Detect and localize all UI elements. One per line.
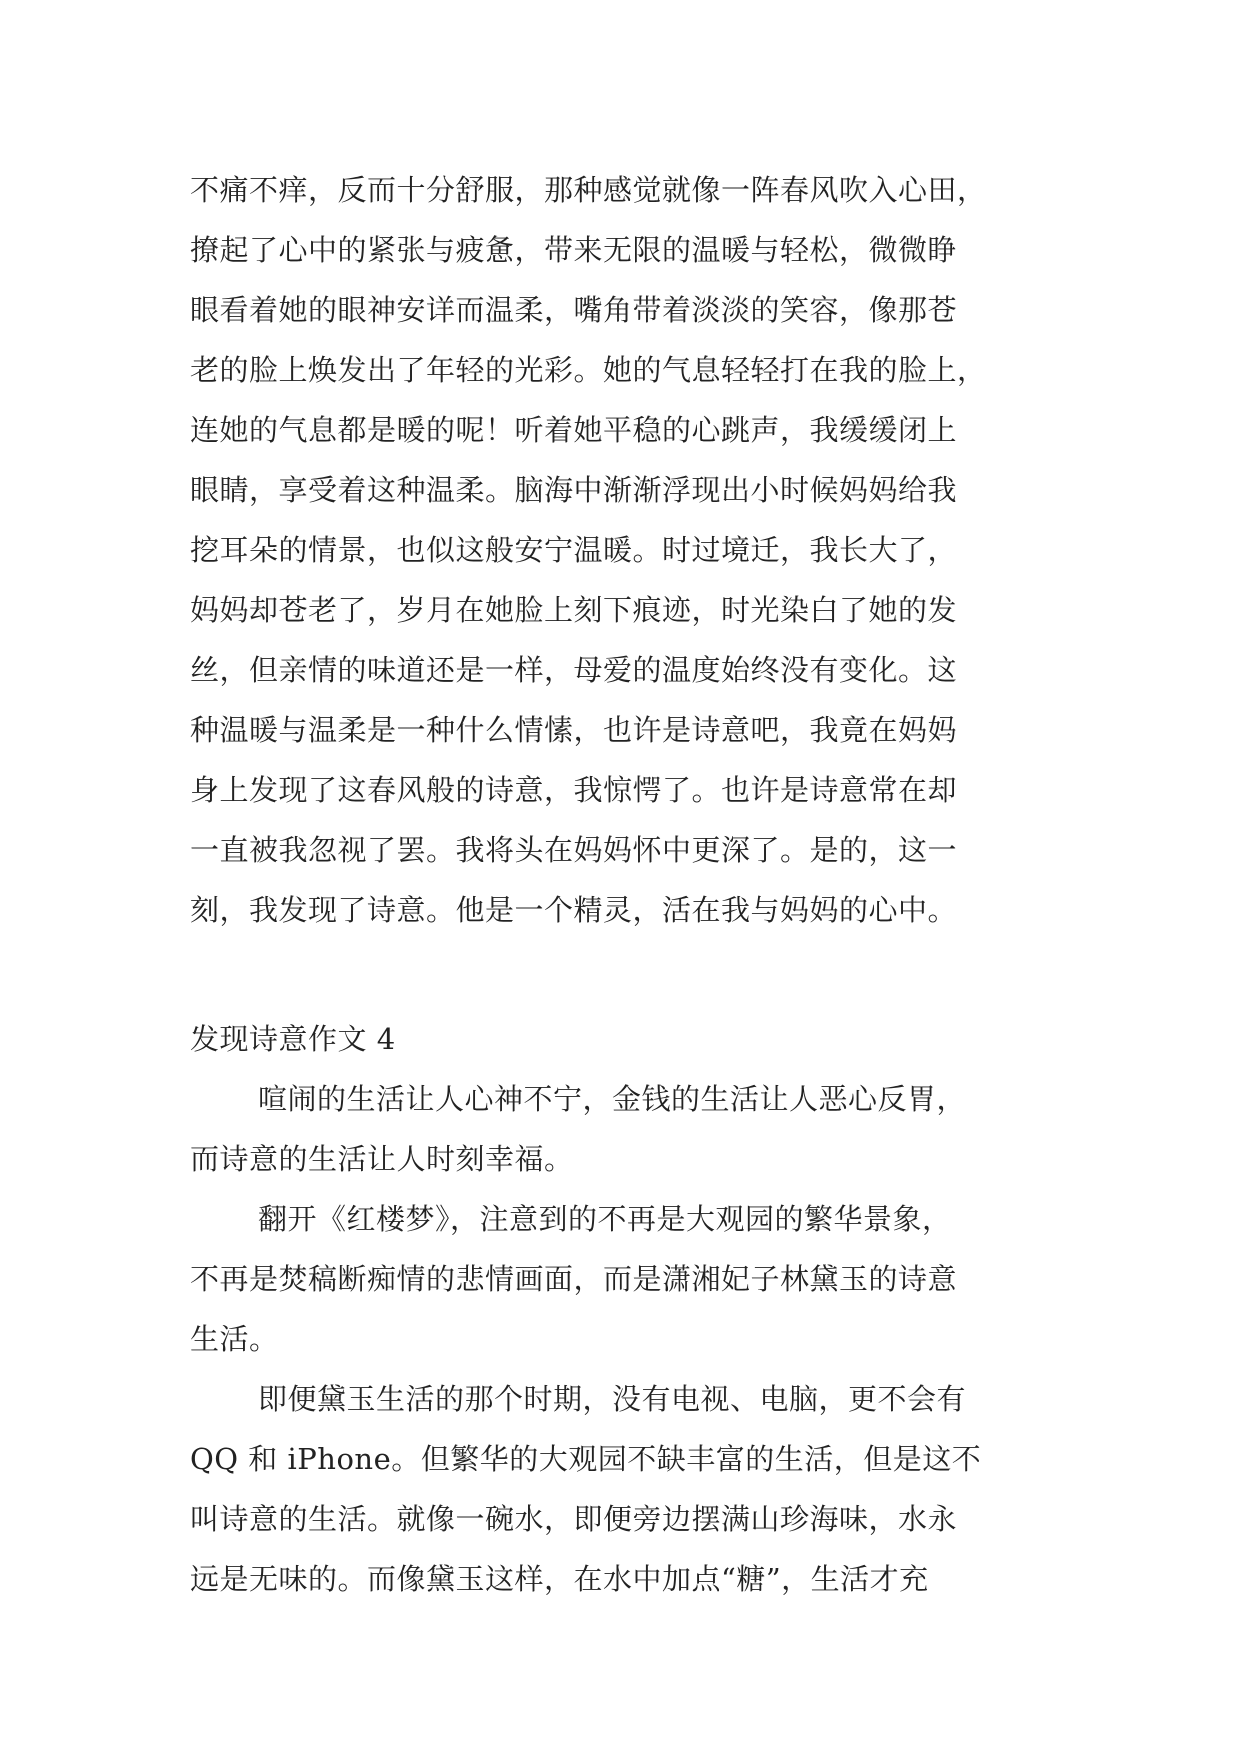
section-gap bbox=[190, 940, 1060, 1009]
section-4 bbox=[190, 1009, 1060, 1609]
paragraph-line: 刻，我发现了诗意。他是一个精灵，活在我与妈妈的心中。 bbox=[190, 893, 958, 927]
paragraph-line: 老的脸上焕发出了年轻的光彩。她的气息轻轻打在我的脸上， bbox=[190, 353, 987, 387]
paragraph-line: 叫诗意的生活。就像一碗水，即便旁边摆满山珍海味，水永 bbox=[190, 1502, 958, 1536]
paragraph-line: 身上发现了这春风般的诗意，我惊愕了。也许是诗意常在却 bbox=[190, 773, 958, 807]
paragraph-line: 丝，但亲情的味道还是一样，母爱的温度始终没有变化。这 bbox=[190, 653, 958, 687]
paragraph-line: 不痛不痒，反而十分舒服，那种感觉就像一阵春风吹入心田， bbox=[190, 173, 987, 207]
paragraph-line: 撩起了心中的紧张与疲惫，带来无限的温暖与轻松，微微睁 bbox=[190, 233, 958, 267]
paragraph-line: 一直被我忽视了罢。我将头在妈妈怀中更深了。是的，这一 bbox=[190, 833, 958, 867]
section-heading: 发现诗意作文 4 bbox=[190, 1022, 396, 1056]
paragraph-line: 生活。 bbox=[190, 1322, 279, 1356]
paragraph-line: 不再是焚稿断痴情的悲情画面，而是潇湘妃子林黛玉的诗意 bbox=[190, 1262, 958, 1296]
paragraph-line: 种温暖与温柔是一种什么情愫，也许是诗意吧，我竟在妈妈 bbox=[190, 713, 958, 747]
paragraph-line: QQ 和 iPhone。但繁华的大观园不缺丰富的生活，但是这不 bbox=[190, 1442, 982, 1476]
paragraph-line: 连她的气息都是暖的呢！听着她平稳的心跳声，我缓缓闭上 bbox=[190, 413, 958, 447]
paragraph-line: 挖耳朵的情景，也似这般安宁温暖。时过境迁，我长大了， bbox=[190, 533, 958, 567]
paragraph-line: 翻开《红楼梦》，注意到的不再是大观园的繁华景象， bbox=[258, 1202, 952, 1236]
paragraph-line: 而诗意的生活让人时刻幸福。 bbox=[190, 1142, 574, 1176]
section-3-continuation bbox=[190, 160, 1060, 940]
paragraph-line: 即便黛玉生活的那个时期，没有电视、电脑，更不会有 bbox=[258, 1382, 967, 1416]
paragraph-line: 眼睛，享受着这种温柔。脑海中渐渐浮现出小时候妈妈给我 bbox=[190, 473, 958, 507]
paragraph-line: 眼看着她的眼神安详而温柔，嘴角带着淡淡的笑容，像那苍 bbox=[190, 293, 958, 327]
paragraph-line: 喧闹的生活让人心神不宁，金钱的生活让人恶心反胃， bbox=[258, 1082, 967, 1116]
document-body bbox=[190, 160, 1060, 1609]
paragraph-line: 妈妈却苍老了，岁月在她脸上刻下痕迹，时光染白了她的发 bbox=[190, 593, 958, 627]
paragraph-line: 远是无味的。而像黛玉这样，在水中加点“糖”，生活才充 bbox=[190, 1562, 929, 1596]
